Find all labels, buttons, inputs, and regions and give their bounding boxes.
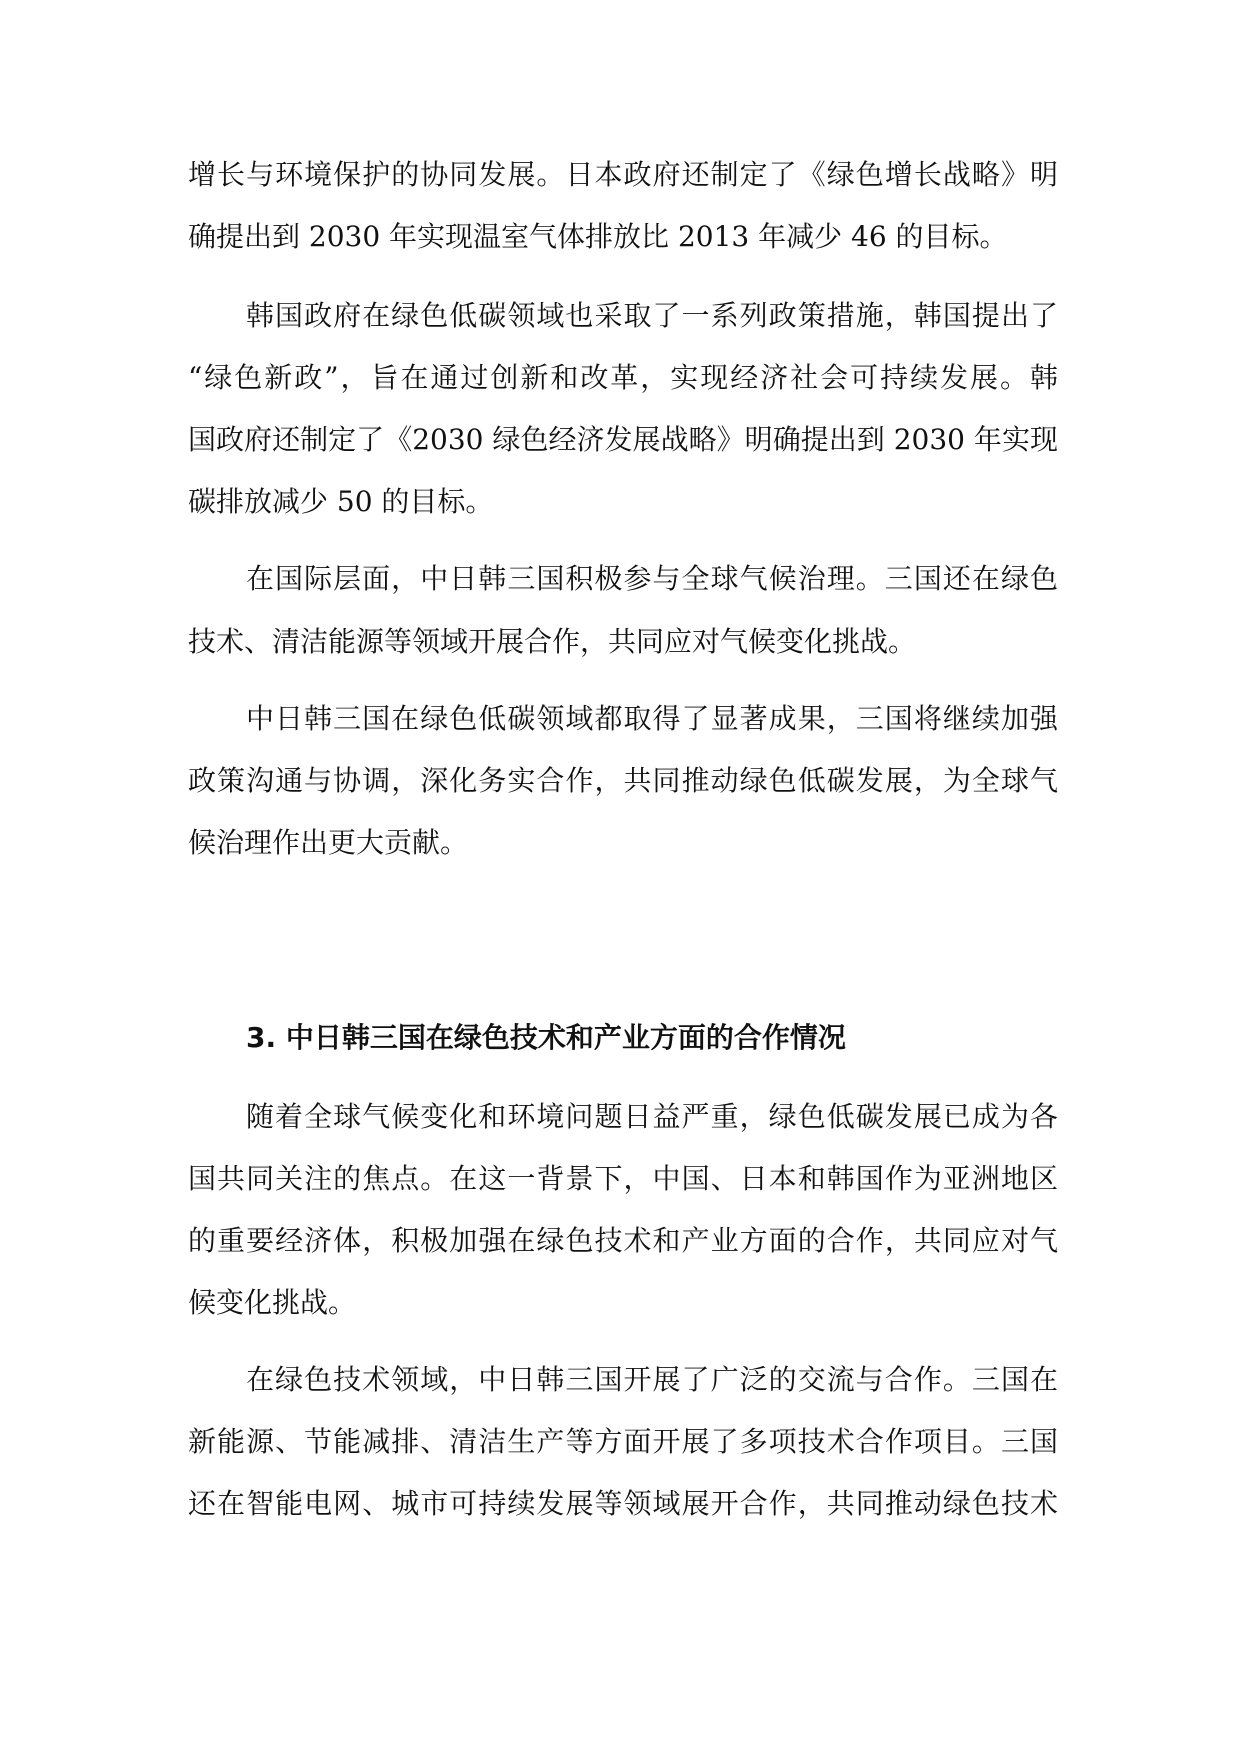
- text-line: 确提出到 2030 年实现温室气体排放比 2013 年减少 46 的目标。: [188, 220, 1008, 253]
- text-line: 韩国政府在绿色低碳领域也采取了一系列政策措施，韩国提出了: [246, 299, 1058, 332]
- text-line: 随着全球气候变化和环境问题日益严重，绿色低碳发展已成为各: [246, 1100, 1058, 1133]
- text-line: 中日韩三国在绿色低碳领域都取得了显著成果，三国将继续加强: [246, 702, 1058, 735]
- text-line: 政策沟通与协调，深化务实合作，共同推动绿色低碳发展，为全球气: [188, 764, 1058, 797]
- text-line: 还在智能电网、城市可持续发展等领域展开合作，共同推动绿色技术: [188, 1487, 1058, 1520]
- text-line: 候变化挑战。: [188, 1286, 357, 1319]
- text-line: 候治理作出更大贡献。: [188, 826, 469, 859]
- section-heading: 3. 中日韩三国在绿色技术和产业方面的合作情况: [246, 1021, 846, 1054]
- text-line: “绿色新政”，旨在通过创新和改革，实现经济社会可持续发展。韩: [188, 361, 1058, 394]
- text-line: 国共同关注的焦点。在这一背景下，中国、日本和韩国作为亚洲地区: [188, 1162, 1058, 1195]
- text-line: 的重要经济体，积极加强在绿色技术和产业方面的合作，共同应对气: [188, 1224, 1058, 1257]
- text-line: 新能源、节能减排、清洁生产等方面开展了多项技术合作项目。三国: [188, 1425, 1058, 1458]
- text-line: 国政府还制定了《2030 绿色经济发展战略》明确提出到 2030 年实现: [188, 423, 1058, 456]
- text-line: 碳排放减少 50 的目标。: [188, 485, 494, 518]
- text-line: 增长与环境保护的协同发展。日本政府还制定了《绿色增长战略》明: [188, 158, 1058, 191]
- text-line: 技术、清洁能源等领域开展合作，共同应对气候变化挑战。: [188, 625, 917, 658]
- text-line: 在国际层面，中日韩三国积极参与全球气候治理。三国还在绿色: [246, 562, 1058, 595]
- text-line: 在绿色技术领域，中日韩三国开展了广泛的交流与合作。三国在: [246, 1363, 1058, 1396]
